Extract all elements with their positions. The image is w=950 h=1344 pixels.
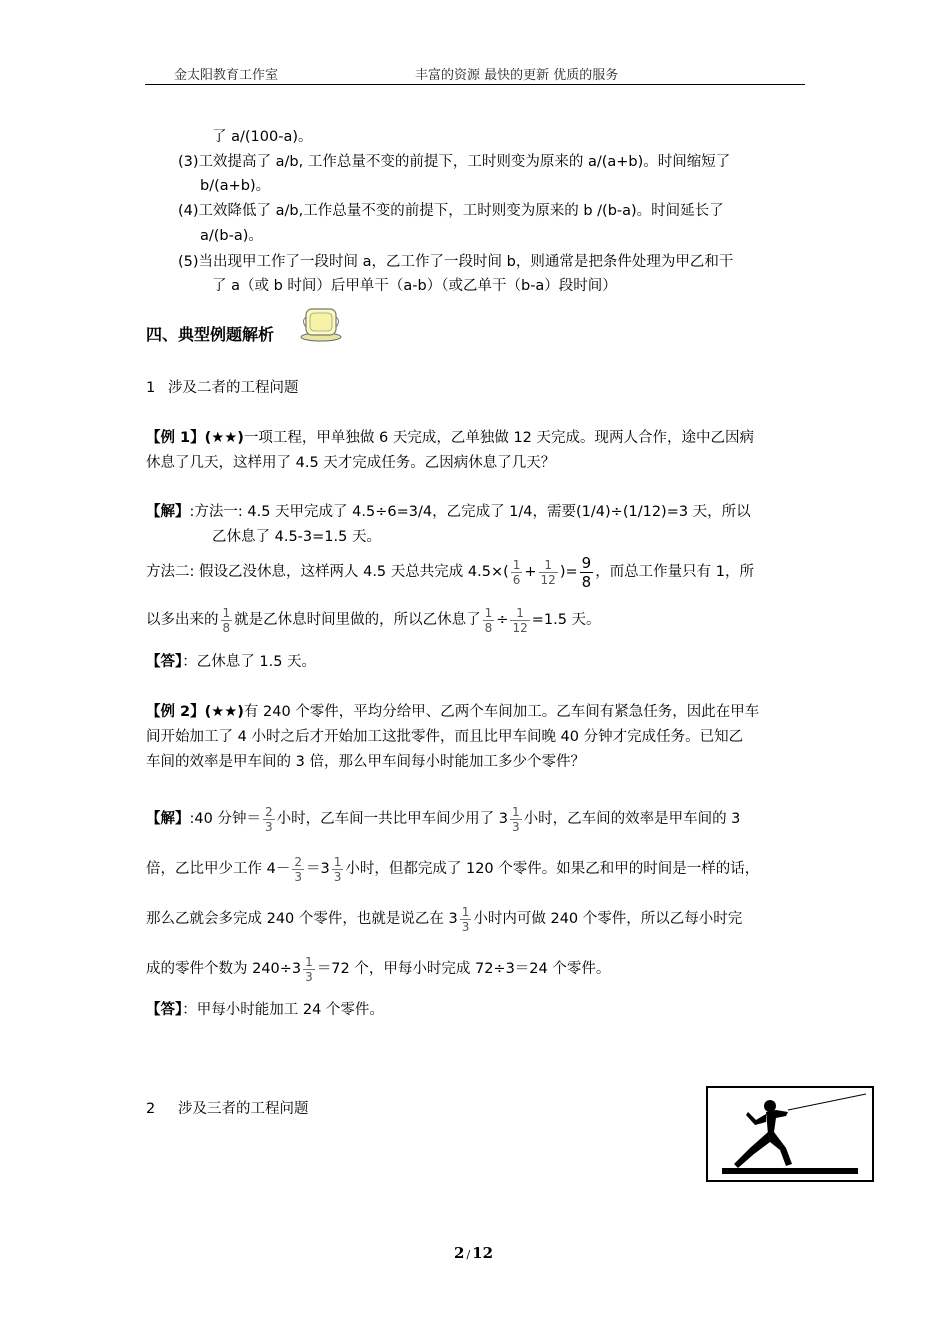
method-text: =1.5 天。 xyxy=(531,612,601,628)
text-line: 了 a（或 b 时间）后甲单干（a-b）（或乙单干（b-a）段时间） xyxy=(212,278,617,294)
fraction: $\frac{1}{8}$ xyxy=(222,605,231,635)
solution-line xyxy=(146,849,759,889)
solution-text: 倍，乙比甲少工作 4－ xyxy=(146,861,291,877)
method-two-line xyxy=(146,552,754,592)
subsection-title: 涉及二者的工程问题 xyxy=(168,380,299,396)
method-text: 就是乙休息时间里做的，所以乙休息了 xyxy=(234,612,481,628)
solution-tag: 【解】 xyxy=(146,811,190,827)
scroll-decoration-icon xyxy=(298,303,344,343)
solution-tag: 【解】 xyxy=(146,504,190,520)
example-2-question-line xyxy=(146,702,759,722)
subsection-title: 涉及三者的工程问题 xyxy=(178,1101,309,1117)
header-rule xyxy=(145,84,805,85)
solution-text: 小时内可做 240 个零件，所以乙每小时完 xyxy=(473,911,743,927)
fraction: $\frac{1}{3}$ xyxy=(461,904,470,934)
fraction: $\frac{1}{6}$ xyxy=(512,557,521,587)
divide-sign: ÷ xyxy=(496,612,509,628)
fraction: $\frac{1}{12}$ xyxy=(540,557,556,587)
header-right: 丰富的资源 最快的更新 优质的服务 xyxy=(415,68,619,83)
answer-line xyxy=(146,1000,384,1020)
text-line: 了 a/(100-a)。 xyxy=(212,129,313,145)
fraction: $\frac{2}{3}$ xyxy=(294,854,302,884)
example-text: 车间的效率是甲车间的 3 倍，那么甲车间每小时能加工多少个零件？ xyxy=(146,754,585,770)
method-text: ，而总工作量只有 1，所 xyxy=(595,564,755,580)
example-text: 间开始加工了 4 小时之后才开始加工这批零件，而且比甲车间晚 40 分钟才完成任务。已知乙 xyxy=(146,729,744,745)
subsection-number: 1 xyxy=(146,380,156,396)
difficulty-stars: (★★) xyxy=(204,430,244,446)
example-tag: 【例 2】 xyxy=(146,704,205,720)
answer-tag: 【答】 xyxy=(146,1002,183,1018)
header-left: 金太阳教育工作室 xyxy=(174,68,279,83)
total-pages: 12 xyxy=(472,1244,494,1262)
fraction: $\frac{1}{8}$ xyxy=(484,605,493,635)
text-line: a/(b-a)。 xyxy=(200,228,263,244)
answer-text: ：甲每小时能加工 24 个零件。 xyxy=(182,1002,384,1018)
fraction: $\frac{1}{12}$ xyxy=(512,605,528,635)
method-two-line-2 xyxy=(146,600,601,640)
answer-line xyxy=(146,652,316,672)
solution-line xyxy=(146,949,610,989)
current-page: 2 xyxy=(454,1244,465,1262)
subsection-number: 2 xyxy=(146,1101,156,1117)
solution-text: 那么乙就会多完成 240 个零件，也就是说乙在 3 xyxy=(146,911,458,927)
solution-text: :方法一: 4.5 天甲完成了 4.5÷6=3/4，乙完成了 1/4，需要(1/4)÷(1/12)=3 天，所以 xyxy=(189,504,751,520)
example-text: 有 240 个零件，平均分给甲、乙两个车间加工。乙车间有紧急任务，因此在甲车 xyxy=(243,704,760,720)
fencer-icon xyxy=(708,1088,872,1180)
fraction: $\frac{1}{3}$ xyxy=(511,804,520,834)
solution-text: 乙休息了 4.5-3=1.5 天。 xyxy=(212,529,381,545)
section-title: 四、典型例题解析 xyxy=(146,325,275,344)
solution-line xyxy=(146,502,751,522)
text-line: (4)工效降低了 a/b,工作总量不变的前提下，工时则变为原来的 b /(b-a)。时间延长了 xyxy=(178,203,724,219)
fraction: $\frac{1}{3}$ xyxy=(333,854,342,884)
solution-text: 小时，但都完成了 120 个零件。如果乙和甲的时间是一样的话， xyxy=(345,861,760,877)
solution-text: ＝72 个，甲每小时完成 72÷3＝24 个零件。 xyxy=(316,961,611,977)
solution-text: 小时，乙车间的效率是甲车间的 3 xyxy=(523,811,741,827)
solution-text: ＝3 xyxy=(305,861,330,877)
solution-text: 成的零件个数为 240÷3 xyxy=(146,961,302,977)
example-text: 休息了几天，这样用了 4.5 天才完成任务。乙因病休息了几天？ xyxy=(146,455,556,471)
method-text: )= xyxy=(559,564,578,580)
page-separator: / xyxy=(466,1248,471,1261)
example-text: 一项工程，甲单独做 6 天完成，乙单独做 12 天完成。现两人合作，途中乙因病 xyxy=(243,430,755,446)
text-line: b/(a+b)。 xyxy=(200,178,271,194)
fraction: $\frac{1}{3}$ xyxy=(305,954,313,984)
text-line: (3)工效提高了 a/b, 工作总量不变的前提下，工时则变为原来的 a/(a+b)。时间缩短了 xyxy=(178,154,731,170)
plus-sign: + xyxy=(524,564,537,580)
page-number xyxy=(454,1244,493,1262)
example-tag: 【例 1】 xyxy=(146,430,205,446)
solution-line xyxy=(146,799,740,839)
example-1-question-line xyxy=(146,428,754,448)
difficulty-stars: (★★) xyxy=(204,704,244,720)
solution-text: :40 分钟＝ xyxy=(189,811,261,827)
fraction: $\frac{9}{8}$ xyxy=(581,553,592,591)
fraction: $\frac{2}{3}$ xyxy=(264,804,273,834)
fencer-picture xyxy=(706,1086,874,1182)
solution-text: 小时，乙车间一共比甲车间少用了 3 xyxy=(276,811,508,827)
answer-tag: 【答】 xyxy=(146,654,183,670)
answer-text: ：乙休息了 1.5 天。 xyxy=(182,654,317,670)
solution-line xyxy=(146,899,742,939)
method-text: 方法二: 假设乙没休息，这样两人 4.5 天总共完成 4.5×( xyxy=(146,564,509,580)
method-text: 以多出来的 xyxy=(146,612,219,628)
text-line: (5)当出现甲工作了一段时间 a，乙工作了一段时间 b，则通常是把条件处理为甲乙和干 xyxy=(178,254,734,270)
